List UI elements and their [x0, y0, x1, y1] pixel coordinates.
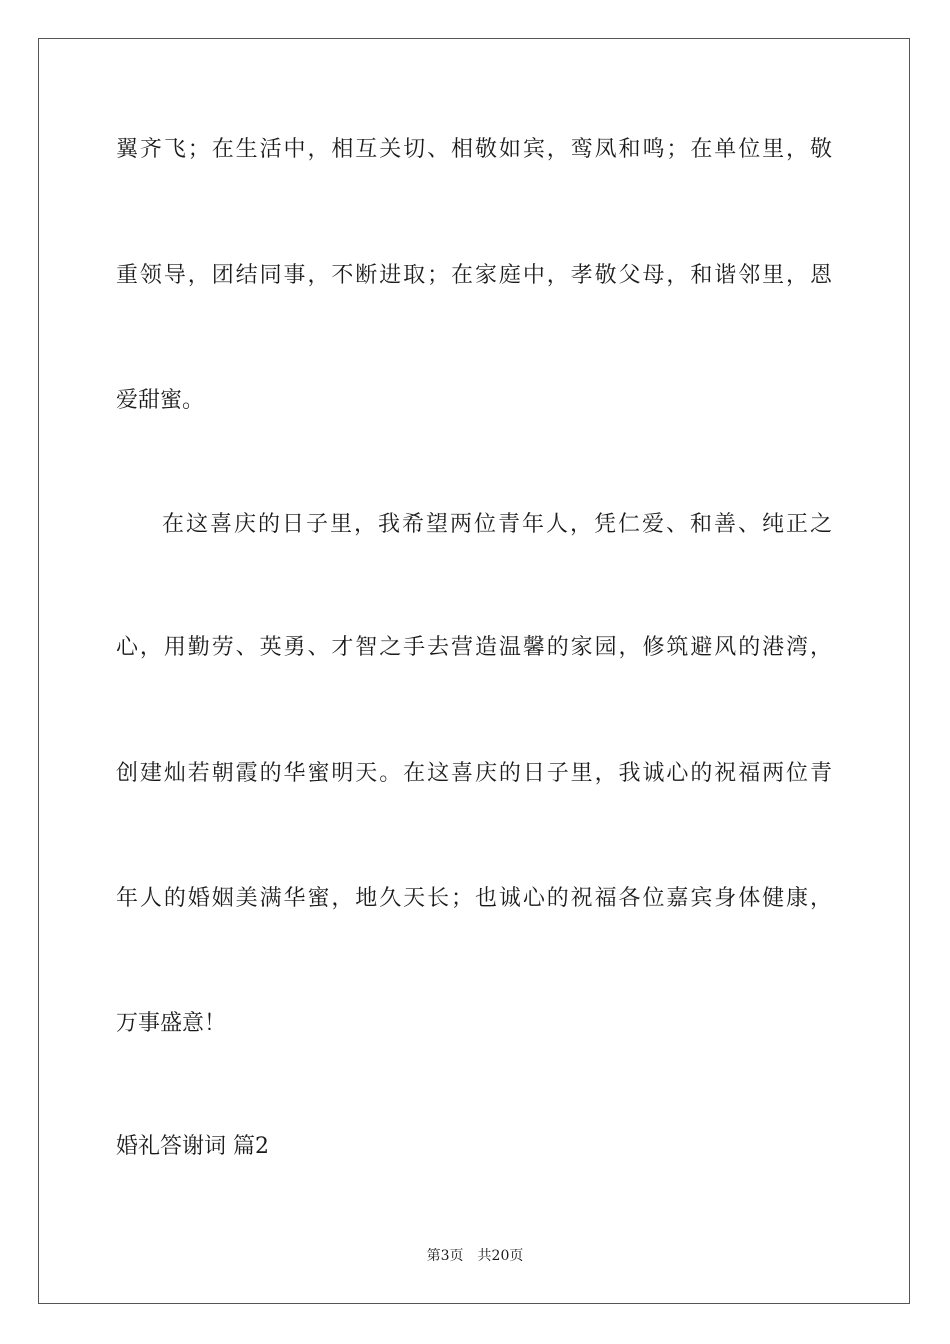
page-footer [0, 1246, 950, 1266]
paragraph-line: 创建灿若朝霞的华蜜明天。在这喜庆的日子里，我诚心的祝福两位青 [116, 761, 832, 786]
page-number: 第3页 [426, 1248, 464, 1264]
section-heading: 婚礼答谢词 篇2 [116, 1134, 269, 1159]
page-total: 共20页 [477, 1248, 524, 1264]
paragraph-line: 爱甜蜜。 [116, 388, 205, 413]
paragraph-line: 万事盛意！ [116, 1011, 227, 1036]
paragraph-line: 在这喜庆的日子里，我希望两位青年人，凭仁爱、和善、纯正之 [162, 512, 832, 537]
paragraph-line: 翼齐飞；在生活中，相互关切、相敬如宾，鸾凤和鸣；在单位里，敬 [116, 137, 832, 162]
paragraph-line: 重领导，团结同事，不断进取；在家庭中，孝敬父母，和谐邻里，恩 [116, 263, 832, 288]
paragraph-line: 心，用勤劳、英勇、才智之手去营造温馨的家园，修筑避风的港湾， [116, 635, 832, 660]
paragraph-line: 年人的婚姻美满华蜜，地久天长；也诚心的祝福各位嘉宾身体健康， [116, 886, 832, 911]
page-border [38, 38, 910, 1304]
